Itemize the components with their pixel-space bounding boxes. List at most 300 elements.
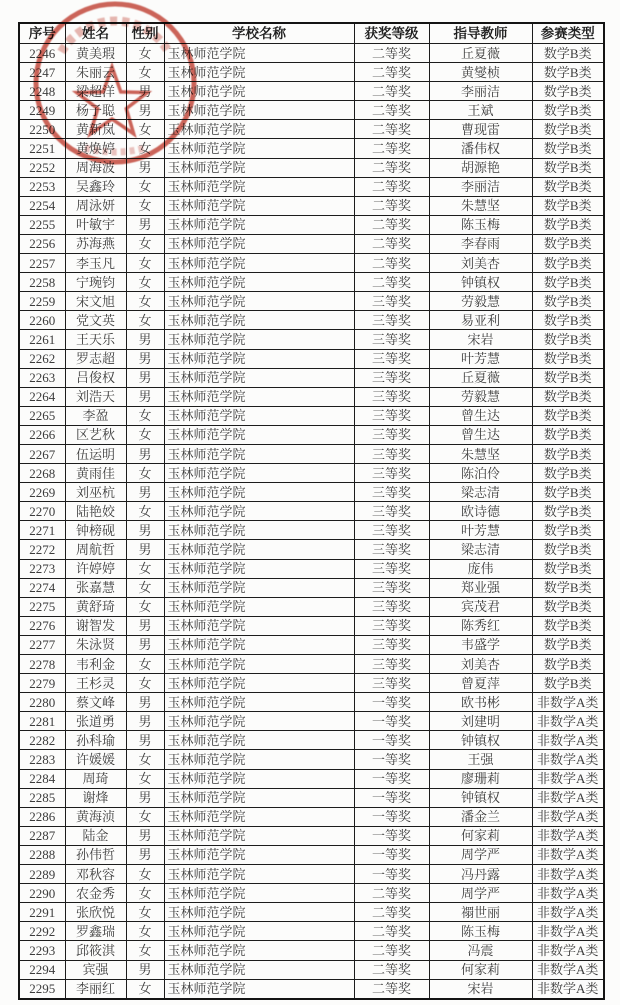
cell-type: 数学B类 xyxy=(532,234,604,253)
cell-type: 数学B类 xyxy=(532,425,604,444)
cell-type: 非数学A类 xyxy=(532,826,604,845)
cell-school: 玉林师范学院 xyxy=(164,196,354,215)
cell-index: 2295 xyxy=(19,979,65,999)
column-header-6: 参赛类型 xyxy=(532,23,604,44)
cell-name: 杨子聪 xyxy=(65,101,126,120)
cell-school: 玉林师范学院 xyxy=(164,693,354,712)
cell-gender: 男 xyxy=(126,960,164,979)
cell-award: 三等奖 xyxy=(354,330,429,349)
cell-school: 玉林师范学院 xyxy=(164,502,354,521)
cell-award: 二等奖 xyxy=(354,63,429,82)
cell-gender: 男 xyxy=(126,731,164,750)
cell-teacher: 郑业强 xyxy=(429,578,532,597)
cell-school: 玉林师范学院 xyxy=(164,444,354,463)
cell-award: 一等奖 xyxy=(354,788,429,807)
cell-award: 三等奖 xyxy=(354,311,429,330)
cell-award: 三等奖 xyxy=(354,425,429,444)
cell-school: 玉林师范学院 xyxy=(164,63,354,82)
cell-index: 2288 xyxy=(19,845,65,864)
cell-award: 二等奖 xyxy=(354,44,429,63)
cell-gender: 女 xyxy=(126,425,164,444)
cell-award: 一等奖 xyxy=(354,769,429,788)
cell-index: 2273 xyxy=(19,559,65,578)
cell-award: 二等奖 xyxy=(354,922,429,941)
table-row xyxy=(19,196,604,215)
cell-type: 非数学A类 xyxy=(532,750,604,769)
cell-teacher: 周学严 xyxy=(429,845,532,864)
cell-name: 刘浩天 xyxy=(65,387,126,406)
cell-type: 数学B类 xyxy=(532,311,604,330)
cell-name: 吴鑫玲 xyxy=(65,177,126,196)
table-row xyxy=(19,44,604,63)
cell-index: 2272 xyxy=(19,540,65,559)
cell-index: 2276 xyxy=(19,616,65,635)
cell-gender: 女 xyxy=(126,578,164,597)
cell-index: 2281 xyxy=(19,712,65,731)
cell-teacher: 李丽洁 xyxy=(429,82,532,101)
cell-name: 梁超洋 xyxy=(65,82,126,101)
cell-school: 玉林师范学院 xyxy=(164,960,354,979)
table-row xyxy=(19,616,604,635)
table-row xyxy=(19,120,604,139)
cell-type: 数学B类 xyxy=(532,635,604,654)
cell-name: 韦利金 xyxy=(65,655,126,674)
cell-type: 数学B类 xyxy=(532,540,604,559)
cell-award: 三等奖 xyxy=(354,521,429,540)
cell-school: 玉林师范学院 xyxy=(164,941,354,960)
cell-type: 数学B类 xyxy=(532,387,604,406)
cell-school: 玉林师范学院 xyxy=(164,234,354,253)
cell-name: 宁琬钧 xyxy=(65,273,126,292)
table-row xyxy=(19,635,604,654)
cell-index: 2284 xyxy=(19,769,65,788)
cell-teacher: 朱慧坚 xyxy=(429,444,532,463)
cell-index: 2262 xyxy=(19,349,65,368)
cell-type: 数学B类 xyxy=(532,368,604,387)
cell-school: 玉林师范学院 xyxy=(164,101,354,120)
cell-gender: 男 xyxy=(126,82,164,101)
cell-award: 三等奖 xyxy=(354,464,429,483)
cell-teacher: 宋岩 xyxy=(429,330,532,349)
cell-index: 2253 xyxy=(19,177,65,196)
cell-index: 2250 xyxy=(19,120,65,139)
cell-gender: 女 xyxy=(126,311,164,330)
cell-name: 黄新岚 xyxy=(65,120,126,139)
cell-school: 玉林师范学院 xyxy=(164,82,354,101)
cell-type: 非数学A类 xyxy=(532,807,604,826)
cell-award: 一等奖 xyxy=(354,731,429,750)
cell-index: 2248 xyxy=(19,82,65,101)
cell-name: 伍运明 xyxy=(65,444,126,463)
table-row xyxy=(19,865,604,884)
cell-school: 玉林师范学院 xyxy=(164,922,354,941)
table-row xyxy=(19,521,604,540)
cell-teacher: 刘建明 xyxy=(429,712,532,731)
cell-gender: 男 xyxy=(126,368,164,387)
cell-index: 2280 xyxy=(19,693,65,712)
cell-teacher: 庞伟 xyxy=(429,559,532,578)
cell-index: 2294 xyxy=(19,960,65,979)
cell-award: 二等奖 xyxy=(354,139,429,158)
cell-type: 数学B类 xyxy=(532,559,604,578)
cell-award: 三等奖 xyxy=(354,674,429,693)
cell-index: 2285 xyxy=(19,788,65,807)
cell-teacher: 劳毅慧 xyxy=(429,292,532,311)
cell-type: 数学B类 xyxy=(532,177,604,196)
cell-teacher: 黄燮桢 xyxy=(429,63,532,82)
cell-name: 朱丽云 xyxy=(65,63,126,82)
cell-school: 玉林师范学院 xyxy=(164,120,354,139)
table-row xyxy=(19,655,604,674)
cell-gender: 男 xyxy=(126,540,164,559)
cell-index: 2274 xyxy=(19,578,65,597)
cell-school: 玉林师范学院 xyxy=(164,292,354,311)
table-row xyxy=(19,101,604,120)
cell-type: 数学B类 xyxy=(532,616,604,635)
cell-name: 农金秀 xyxy=(65,884,126,903)
table-row xyxy=(19,559,604,578)
cell-school: 玉林师范学院 xyxy=(164,158,354,177)
cell-type: 数学B类 xyxy=(532,292,604,311)
cell-type: 非数学A类 xyxy=(532,845,604,864)
cell-name: 周海波 xyxy=(65,158,126,177)
cell-type: 非数学A类 xyxy=(532,865,604,884)
cell-school: 玉林师范学院 xyxy=(164,750,354,769)
cell-index: 2291 xyxy=(19,903,65,922)
table-row xyxy=(19,273,604,292)
table-row xyxy=(19,483,604,502)
cell-teacher: 易亚利 xyxy=(429,311,532,330)
table-row xyxy=(19,311,604,330)
table-row xyxy=(19,368,604,387)
cell-index: 2283 xyxy=(19,750,65,769)
cell-index: 2290 xyxy=(19,884,65,903)
table-row xyxy=(19,826,604,845)
cell-award: 一等奖 xyxy=(354,826,429,845)
cell-name: 黄舒琦 xyxy=(65,597,126,616)
cell-school: 玉林师范学院 xyxy=(164,406,354,425)
cell-gender: 女 xyxy=(126,464,164,483)
table-row xyxy=(19,387,604,406)
cell-teacher: 钟镇权 xyxy=(429,273,532,292)
cell-teacher: 胡源艳 xyxy=(429,158,532,177)
cell-award: 二等奖 xyxy=(354,158,429,177)
cell-index: 2247 xyxy=(19,63,65,82)
cell-gender: 男 xyxy=(126,693,164,712)
cell-name: 王天乐 xyxy=(65,330,126,349)
cell-name: 周琦 xyxy=(65,769,126,788)
cell-index: 2251 xyxy=(19,139,65,158)
cell-type: 数学B类 xyxy=(532,120,604,139)
cell-name: 王杉灵 xyxy=(65,674,126,693)
cell-award: 二等奖 xyxy=(354,960,429,979)
cell-name: 邓秋容 xyxy=(65,865,126,884)
cell-name: 罗志超 xyxy=(65,349,126,368)
cell-type: 数学B类 xyxy=(532,464,604,483)
cell-award: 一等奖 xyxy=(354,693,429,712)
cell-type: 数学B类 xyxy=(532,597,604,616)
cell-teacher: 欧诗德 xyxy=(429,502,532,521)
cell-name: 黄海浈 xyxy=(65,807,126,826)
cell-gender: 男 xyxy=(126,845,164,864)
cell-gender: 男 xyxy=(126,330,164,349)
cell-index: 2267 xyxy=(19,444,65,463)
cell-school: 玉林师范学院 xyxy=(164,979,354,999)
cell-gender: 女 xyxy=(126,406,164,425)
cell-school: 玉林师范学院 xyxy=(164,273,354,292)
cell-gender: 女 xyxy=(126,597,164,616)
cell-index: 2261 xyxy=(19,330,65,349)
table-row xyxy=(19,884,604,903)
cell-index: 2268 xyxy=(19,464,65,483)
cell-gender: 男 xyxy=(126,483,164,502)
cell-school: 玉林师范学院 xyxy=(164,865,354,884)
cell-gender: 女 xyxy=(126,177,164,196)
table-row xyxy=(19,903,604,922)
cell-award: 二等奖 xyxy=(354,254,429,273)
cell-type: 数学B类 xyxy=(532,215,604,234)
cell-school: 玉林师范学院 xyxy=(164,635,354,654)
cell-type: 非数学A类 xyxy=(532,903,604,922)
cell-index: 2264 xyxy=(19,387,65,406)
cell-gender: 女 xyxy=(126,273,164,292)
cell-award: 三等奖 xyxy=(354,597,429,616)
cell-teacher: 宾茂君 xyxy=(429,597,532,616)
table-row xyxy=(19,139,604,158)
cell-gender: 女 xyxy=(126,63,164,82)
cell-school: 玉林师范学院 xyxy=(164,540,354,559)
cell-name: 许婷婷 xyxy=(65,559,126,578)
cell-teacher: 潘金兰 xyxy=(429,807,532,826)
cell-teacher: 劳毅慧 xyxy=(429,387,532,406)
cell-award: 三等奖 xyxy=(354,387,429,406)
cell-teacher: 朱慧坚 xyxy=(429,196,532,215)
cell-school: 玉林师范学院 xyxy=(164,254,354,273)
table-row xyxy=(19,674,604,693)
cell-name: 李盈 xyxy=(65,406,126,425)
cell-name: 陆金 xyxy=(65,826,126,845)
cell-name: 罗鑫瑞 xyxy=(65,922,126,941)
cell-gender: 男 xyxy=(126,101,164,120)
cell-index: 2265 xyxy=(19,406,65,425)
cell-gender: 女 xyxy=(126,941,164,960)
cell-name: 谢烽 xyxy=(65,788,126,807)
cell-index: 2266 xyxy=(19,425,65,444)
cell-teacher: 刘美杏 xyxy=(429,254,532,273)
cell-gender: 女 xyxy=(126,254,164,273)
cell-name: 张欣悦 xyxy=(65,903,126,922)
cell-name: 陆艳姣 xyxy=(65,502,126,521)
cell-type: 数学B类 xyxy=(532,63,604,82)
cell-teacher: 廖珊莉 xyxy=(429,769,532,788)
cell-index: 2258 xyxy=(19,273,65,292)
cell-gender: 女 xyxy=(126,922,164,941)
cell-index: 2282 xyxy=(19,731,65,750)
cell-gender: 女 xyxy=(126,196,164,215)
table-row xyxy=(19,63,604,82)
cell-type: 非数学A类 xyxy=(532,731,604,750)
cell-school: 玉林师范学院 xyxy=(164,425,354,444)
award-results-table xyxy=(18,22,605,1000)
cell-school: 玉林师范学院 xyxy=(164,44,354,63)
cell-teacher: 梁志清 xyxy=(429,540,532,559)
cell-type: 非数学A类 xyxy=(532,884,604,903)
cell-name: 叶敏宇 xyxy=(65,215,126,234)
cell-teacher: 周学严 xyxy=(429,884,532,903)
cell-name: 朱泳贤 xyxy=(65,635,126,654)
cell-award: 二等奖 xyxy=(354,941,429,960)
table-row xyxy=(19,769,604,788)
table-row xyxy=(19,578,604,597)
cell-award: 三等奖 xyxy=(354,292,429,311)
cell-school: 玉林师范学院 xyxy=(164,387,354,406)
cell-name: 周航哲 xyxy=(65,540,126,559)
cell-type: 数学B类 xyxy=(532,521,604,540)
table-row xyxy=(19,750,604,769)
cell-award: 二等奖 xyxy=(354,979,429,999)
cell-teacher: 钟镇权 xyxy=(429,788,532,807)
cell-name: 蔡文峰 xyxy=(65,693,126,712)
cell-name: 钟榜砚 xyxy=(65,521,126,540)
table-row xyxy=(19,712,604,731)
cell-teacher: 叶芳慧 xyxy=(429,349,532,368)
cell-school: 玉林师范学院 xyxy=(164,807,354,826)
cell-name: 李丽红 xyxy=(65,979,126,999)
cell-name: 宾强 xyxy=(65,960,126,979)
cell-school: 玉林师范学院 xyxy=(164,368,354,387)
cell-type: 数学B类 xyxy=(532,273,604,292)
cell-school: 玉林师范学院 xyxy=(164,559,354,578)
cell-index: 2275 xyxy=(19,597,65,616)
cell-gender: 女 xyxy=(126,655,164,674)
cell-teacher: 李春雨 xyxy=(429,234,532,253)
column-header-3: 学校名称 xyxy=(164,23,354,44)
cell-award: 三等奖 xyxy=(354,559,429,578)
cell-award: 二等奖 xyxy=(354,903,429,922)
cell-teacher: 王强 xyxy=(429,750,532,769)
cell-type: 数学B类 xyxy=(532,139,604,158)
cell-teacher: 丘夏薇 xyxy=(429,44,532,63)
table-row xyxy=(19,177,604,196)
cell-school: 玉林师范学院 xyxy=(164,139,354,158)
table-row xyxy=(19,349,604,368)
cell-gender: 女 xyxy=(126,674,164,693)
column-header-1: 姓名 xyxy=(65,23,126,44)
cell-school: 玉林师范学院 xyxy=(164,903,354,922)
table-row xyxy=(19,941,604,960)
cell-teacher: 冯震 xyxy=(429,941,532,960)
cell-gender: 男 xyxy=(126,158,164,177)
cell-type: 数学B类 xyxy=(532,158,604,177)
cell-index: 2286 xyxy=(19,807,65,826)
cell-type: 数学B类 xyxy=(532,82,604,101)
table-row xyxy=(19,597,604,616)
cell-award: 三等奖 xyxy=(354,483,429,502)
cell-teacher: 钟镇权 xyxy=(429,731,532,750)
cell-gender: 男 xyxy=(126,788,164,807)
cell-award: 二等奖 xyxy=(354,273,429,292)
cell-type: 数学B类 xyxy=(532,444,604,463)
cell-index: 2249 xyxy=(19,101,65,120)
cell-type: 数学B类 xyxy=(532,483,604,502)
cell-school: 玉林师范学院 xyxy=(164,826,354,845)
cell-index: 2252 xyxy=(19,158,65,177)
cell-award: 二等奖 xyxy=(354,884,429,903)
table-row xyxy=(19,502,604,521)
cell-teacher: 陈玉梅 xyxy=(429,215,532,234)
table-row xyxy=(19,693,604,712)
cell-school: 玉林师范学院 xyxy=(164,731,354,750)
table-body xyxy=(19,44,604,999)
cell-name: 吕俊权 xyxy=(65,368,126,387)
table-row xyxy=(19,464,604,483)
cell-index: 2246 xyxy=(19,44,65,63)
cell-index: 2287 xyxy=(19,826,65,845)
cell-award: 一等奖 xyxy=(354,750,429,769)
cell-award: 一等奖 xyxy=(354,845,429,864)
cell-type: 数学B类 xyxy=(532,254,604,273)
cell-award: 二等奖 xyxy=(354,177,429,196)
table-row xyxy=(19,406,604,425)
cell-type: 数学B类 xyxy=(532,330,604,349)
cell-type: 非数学A类 xyxy=(532,712,604,731)
cell-gender: 女 xyxy=(126,292,164,311)
cell-name: 邱筱淇 xyxy=(65,941,126,960)
cell-gender: 男 xyxy=(126,215,164,234)
cell-name: 张嘉慧 xyxy=(65,578,126,597)
cell-index: 2271 xyxy=(19,521,65,540)
cell-name: 李玉凡 xyxy=(65,254,126,273)
cell-teacher: 何家莉 xyxy=(429,960,532,979)
table-header-row xyxy=(19,23,604,44)
table-row xyxy=(19,731,604,750)
cell-teacher: 丘夏薇 xyxy=(429,368,532,387)
cell-gender: 男 xyxy=(126,635,164,654)
cell-award: 二等奖 xyxy=(354,234,429,253)
table-row xyxy=(19,540,604,559)
cell-gender: 女 xyxy=(126,903,164,922)
cell-gender: 男 xyxy=(126,387,164,406)
cell-type: 数学B类 xyxy=(532,674,604,693)
cell-gender: 男 xyxy=(126,521,164,540)
cell-award: 二等奖 xyxy=(354,101,429,120)
column-header-2: 性别 xyxy=(126,23,164,44)
cell-school: 玉林师范学院 xyxy=(164,597,354,616)
cell-teacher: 禤世丽 xyxy=(429,903,532,922)
cell-award: 二等奖 xyxy=(354,196,429,215)
cell-index: 2289 xyxy=(19,865,65,884)
cell-teacher: 梁志清 xyxy=(429,483,532,502)
cell-teacher: 叶芳慧 xyxy=(429,521,532,540)
table-row xyxy=(19,292,604,311)
cell-award: 三等奖 xyxy=(354,655,429,674)
cell-award: 一等奖 xyxy=(354,807,429,826)
cell-teacher: 陈玉梅 xyxy=(429,922,532,941)
cell-teacher: 曹现雷 xyxy=(429,120,532,139)
cell-type: 非数学A类 xyxy=(532,769,604,788)
cell-school: 玉林师范学院 xyxy=(164,674,354,693)
table-row xyxy=(19,788,604,807)
cell-gender: 男 xyxy=(126,826,164,845)
cell-teacher: 陈泊伶 xyxy=(429,464,532,483)
cell-type: 数学B类 xyxy=(532,196,604,215)
cell-school: 玉林师范学院 xyxy=(164,521,354,540)
table-row xyxy=(19,158,604,177)
cell-school: 玉林师范学院 xyxy=(164,330,354,349)
cell-type: 非数学A类 xyxy=(532,979,604,999)
cell-name: 谢智发 xyxy=(65,616,126,635)
cell-index: 2254 xyxy=(19,196,65,215)
